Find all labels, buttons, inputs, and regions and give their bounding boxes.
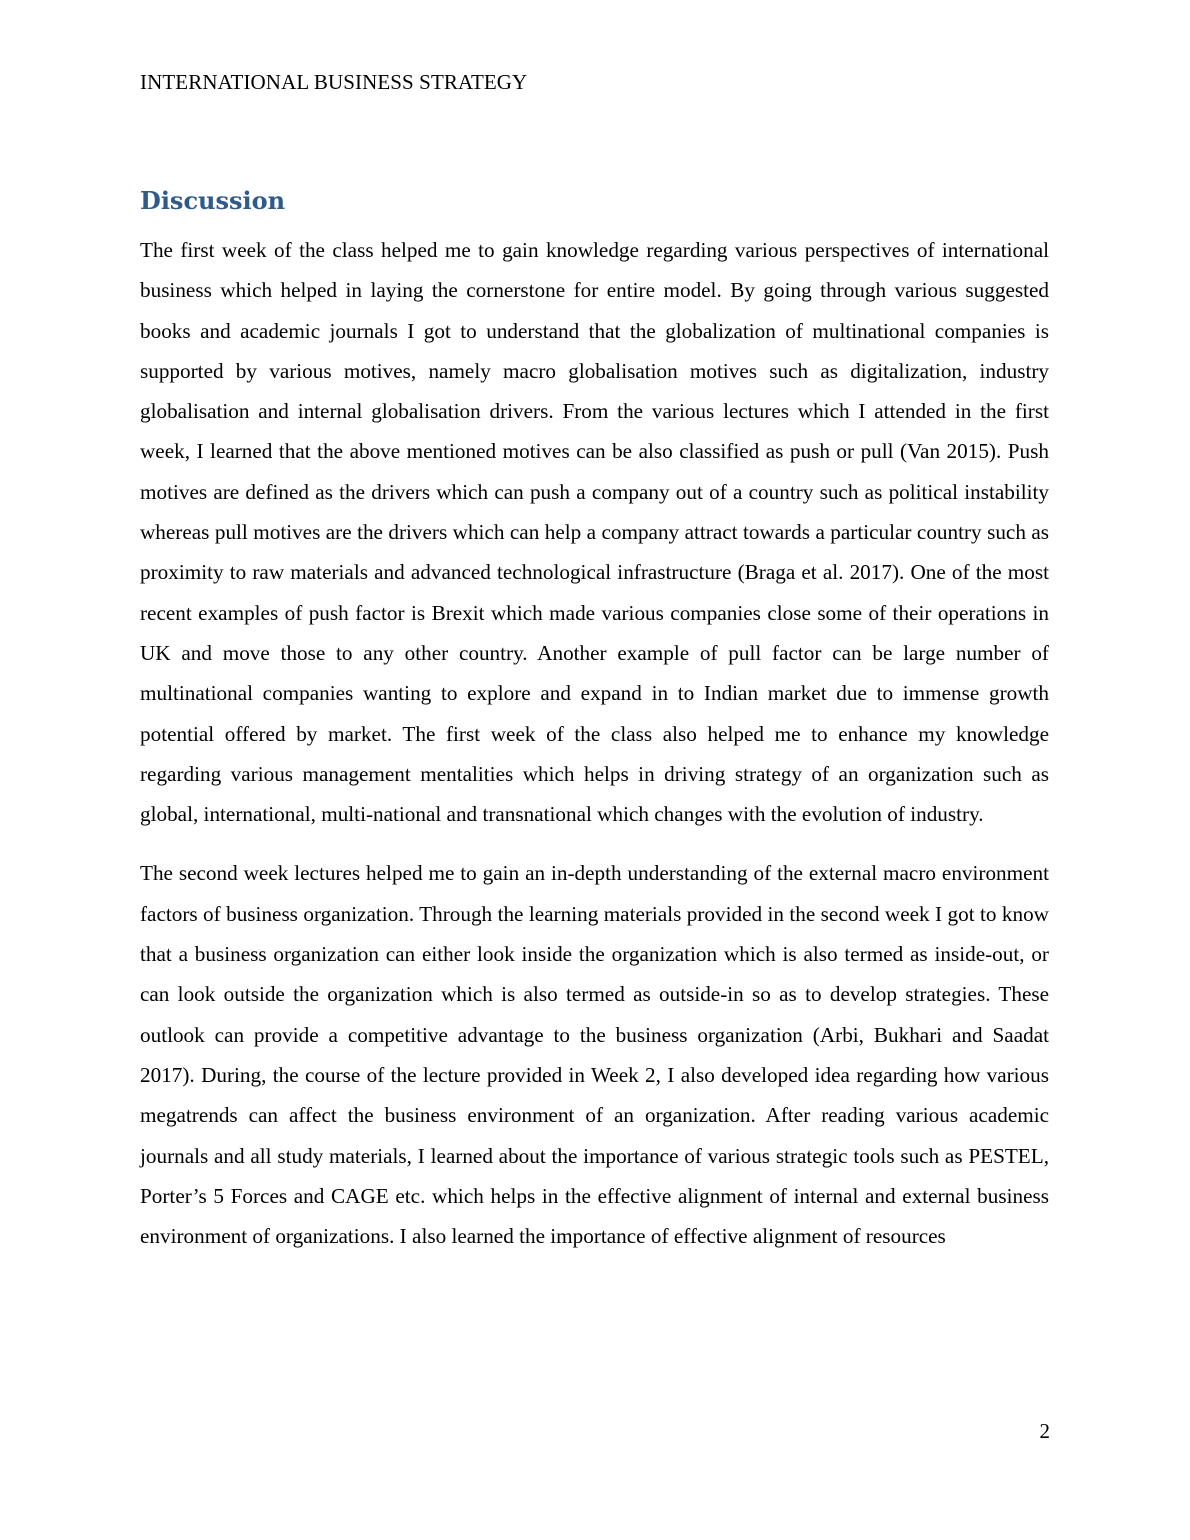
body-text bbox=[140, 230, 1049, 1275]
running-header: INTERNATIONAL BUSINESS STRATEGY bbox=[140, 70, 528, 94]
paragraph-week-1: The first week of the class helped me to gain knowledge regarding various perspectives of international business which helped in laying the cornerstone for entire model. By going through various suggested books and academic journals I got to understand that the globalization of multinational companies is supported by various motives, namely macro globalisation motives such as digitalization, industry globalisation and internal globalisation drivers. From the various lectures which I attended in the first week, I learned that the above mentioned motives can be also classified as push or pull (Van 2015). Push motives are defined as the drivers which can push a company out of a country such as political instability whereas pull motives are the drivers which can help a company attract towards a particular country such as proximity to raw materials and advanced technological infrastructure (Braga et al. 2017). One of the most recent examples of push factor is Brexit which made various companies close some of their operations in UK and move those to any other country. Another example of pull factor can be large number of multinational companies wanting to explore and expand in to Indian market due to immense growth potential offered by market. The first week of the class also helped me to enhance my knowledge regarding various management mentalities which helps in driving strategy of an organization such as global, international, multi-national and transnational which changes with the evolution of industry. bbox=[140, 238, 1049, 827]
paragraph-week-2: The second week lectures helped me to gain an in-depth understanding of the external macro environment factors of business organization. Through the learning materials provided in the second week I got to know that a business organization can either look inside the organization which is also termed as inside-out, or can look outside the organization which is also termed as outside-in so as to develop strategies. These outlook can provide a competitive advantage to the business organization (Arbi, Bukhari and Saadat 2017). During, the course of the lecture provided in Week 2, I also developed idea regarding how various megatrends can affect the business environment of an organization. After reading various academic journals and all study materials, I learned about the importance of various strategic tools such as PESTEL, Porter’s 5 Forces and CAGE etc. which helps in the effective alignment of internal and external business environment of organizations. I also learned the importance of effective alignment of resources bbox=[140, 861, 1049, 1249]
page-number: 2 bbox=[1039, 1419, 1050, 1443]
section-heading: Discussion bbox=[140, 186, 286, 215]
